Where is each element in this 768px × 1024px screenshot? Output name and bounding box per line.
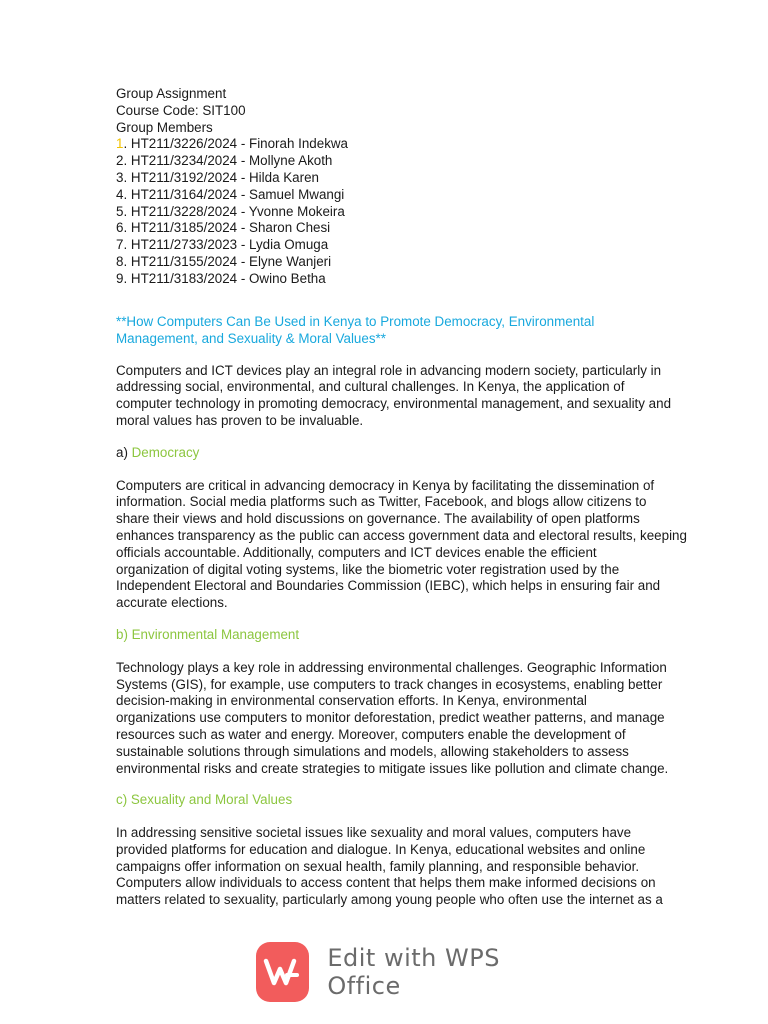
paragraph-line: officials accountable. Additionally, computers and ICT devices enable the efficient — [116, 544, 597, 560]
document-page — [116, 86, 687, 909]
paragraph-line: share their views and hold discussions on governance. The availability of open platforms — [116, 511, 640, 527]
paragraph-line: organization of digital voting systems, like the biometric voter registration used by the — [116, 561, 620, 577]
member-item — [116, 170, 661, 187]
member-item — [116, 254, 661, 271]
member-text: . HT211/3155/2024 - Elyne Wanjeri — [123, 253, 332, 269]
member-item — [116, 204, 661, 221]
member-text: . HT211/3226/2024 - Finorah Indekwa — [123, 136, 349, 152]
paragraph-line: environmental risks and create strategies to mitigate issues like pollution and climate change. — [116, 760, 669, 776]
intro-paragraph — [116, 362, 672, 430]
paragraph-line: Technology plays a key role in addressing environmental challenges. Geographic Information — [116, 659, 667, 675]
wps-watermark[interactable] — [256, 942, 546, 1002]
member-number: 6 — [116, 220, 124, 236]
title-line-2: Management, and Sexuality & Moral Values** — [116, 330, 386, 346]
section-a-prefix: a) — [116, 444, 132, 460]
member-number: 9 — [116, 270, 124, 286]
member-text: . HT211/3164/2024 - Samuel Mwangi — [123, 186, 345, 202]
paragraph-line: moral values has proven to be invaluable. — [116, 412, 364, 428]
section-b-heading: b) Environmental Management — [116, 626, 300, 642]
member-text: . HT211/2733/2023 - Lydia Omuga — [123, 237, 329, 253]
section-a-heading — [116, 445, 661, 462]
paragraph-line: Computers allow individuals to access content that helps them make informed decisions on — [116, 875, 656, 891]
member-number: 8 — [116, 253, 124, 269]
wps-edit-label: Edit with WPS Office — [327, 944, 500, 1000]
paragraph-line: decision-making in environmental conservation efforts. In Kenya, environmental — [116, 693, 587, 709]
member-item — [116, 237, 661, 254]
member-number: 5 — [116, 203, 124, 219]
member-item — [116, 153, 661, 170]
paragraph-line: enhances transparency as the public can access government data and electoral results, keeping — [116, 527, 687, 543]
paragraph-line: organizations use computers to monitor deforestation, predict weather patterns, and manage — [116, 710, 665, 726]
member-number: 7 — [116, 237, 124, 253]
paragraph-line: matters related to sexuality, particularly among young people who often use the internet as a — [116, 892, 663, 908]
section-c-paragraph — [116, 825, 661, 909]
paragraph-line: accurate elections. — [116, 595, 228, 611]
member-number: 1 — [116, 136, 124, 152]
group-members-label: Group Members — [116, 119, 213, 135]
member-item — [116, 187, 661, 204]
section-a-title: Democracy — [131, 444, 200, 460]
wps-logo-icon — [256, 942, 309, 1002]
section-a-paragraph — [116, 477, 687, 612]
member-text: . HT211/3228/2024 - Yvonne Mokeira — [123, 203, 345, 219]
paragraph-line: resources such as water and energy. Moreover, computers enable the development of — [116, 726, 626, 742]
member-text: . HT211/3185/2024 - Sharon Chesi — [123, 220, 331, 236]
member-number: 3 — [116, 169, 124, 185]
member-item — [116, 220, 661, 237]
member-number: 4 — [116, 186, 124, 202]
member-text: . HT211/3234/2024 - Mollyne Akoth — [123, 153, 333, 169]
section-c-heading: c) Sexuality and Moral Values — [116, 792, 293, 808]
paragraph-line: Independent Electoral and Boundaries Commission (IEBC), which helps in ensuring fair and — [116, 578, 661, 594]
paragraph-line: Systems (GIS), for example, use computers to track changes in ecosystems, enabling better — [116, 676, 663, 692]
member-item — [116, 136, 661, 153]
document-title — [116, 313, 661, 347]
title-line-1: **How Computers Can Be Used in Kenya to Promote Democracy, Environmental — [116, 313, 595, 329]
paragraph-line: provided platforms for education and dialogue. In Kenya, educational websites and online — [116, 841, 646, 857]
section-b-paragraph — [116, 659, 669, 778]
paragraph-line: computer technology in promoting democracy, environmental management, and sexuality and — [116, 396, 672, 412]
paragraph-line: Computers are critical in advancing democracy in Kenya by facilitating the dissemination of — [116, 477, 655, 493]
paragraph-line: In addressing sensitive societal issues like sexuality and moral values, computers have — [116, 825, 632, 841]
paragraph-line: addressing social, environmental, and cultural challenges. In Kenya, the application of — [116, 379, 625, 395]
paragraph-line: Computers and ICT devices play an integral role in advancing modern society, particularly in — [116, 362, 662, 378]
course-code: Course Code: SIT100 — [116, 102, 246, 118]
paragraph-line: campaigns offer information on sexual health, family planning, and responsible behavior. — [116, 858, 640, 874]
member-text: . HT211/3192/2024 - Hilda Karen — [123, 169, 319, 185]
member-item — [116, 271, 661, 288]
assignment-label: Group Assignment — [116, 86, 227, 101]
member-number: 2 — [116, 153, 124, 169]
paragraph-line: information. Social media platforms such as Twitter, Facebook, and blogs allow citizens to — [116, 494, 647, 510]
member-text: . HT211/3183/2024 - Owino Betha — [123, 270, 326, 286]
paragraph-line: sustainable solutions through simulations and models, allowing stakeholders to assess — [116, 743, 629, 759]
